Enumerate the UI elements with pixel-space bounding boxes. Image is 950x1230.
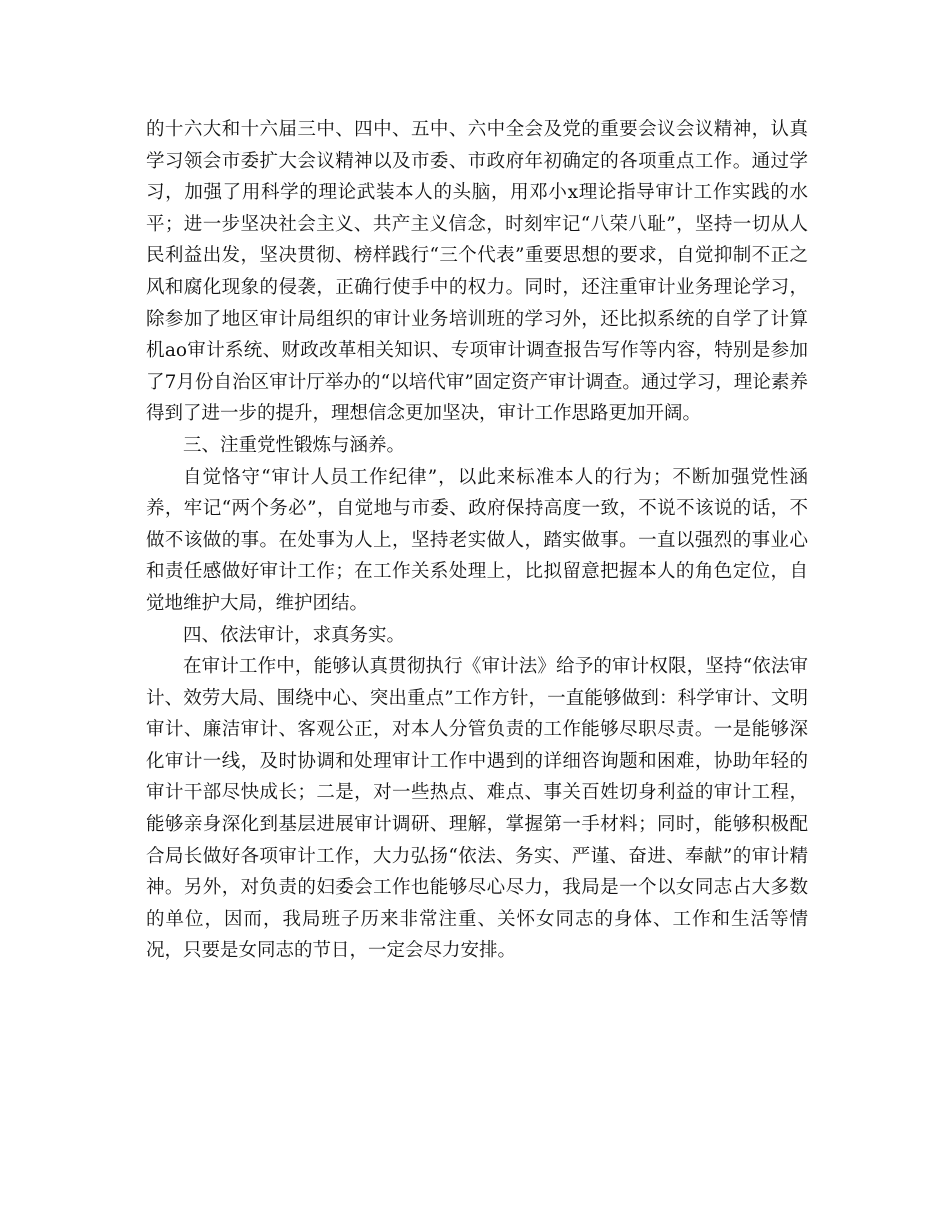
section-heading-four: 四、依法审计，求真务实。 bbox=[183, 624, 406, 646]
section-heading-three: 三、注重党性锻炼与涵养。 bbox=[183, 434, 406, 456]
paragraph-lawful-audit: 在审计工作中，能够认真贯彻执行《审计法》给予的审计权限，坚持“依法审计、效劳大局、围绕中心、突出重点”工作方针，一直能够做到：科学审计、文明审计、廉洁审计、客观公正，对本人分管负责的工作能够尽职尽责。一是能够深化审计一线，及时协调和处理审计工作中遇到的详细咨询题和困难，协助年轻的审计干部尽快成长；二是，对一些热点、难点、事关百姓切身利益的审计工程，能够亲身深化到基层进展审计调研、理解，掌握第一手材料；同时，能够积极配合局长做好各项审计工作，大力弘扬“依法、务实、严谨、奋进、奉献”的审计精神。另外，对负责的妇委会工作也能够尽心尽力，我局是一个以女同志占大多数的单位，因而，我局班子历来非常注重、关怀女同志的身体、工作和生活等情况，只要是女同志的节日，一定会尽力安排。 bbox=[146, 656, 808, 962]
paragraph-continued: 的十六大和十六届三中、四中、五中、六中全会及党的重要会议会议精神，认真学习领会市委扩大会议精神以及市委、市政府年初确定的各项重点工作。通过学习，加强了用科学的理论武装本人的头脑，用邓小x理论指导审计工作实践的水平；进一步坚决社会主义、共产主义信念，时刻牢记“八荣八耻”，坚持一切从人民利益出发，坚决贯彻、榜样践行“三个代表”重要思想的要求，自觉抑制不正之风和腐化现象的侵袭，正确行使手中的权力。同时，还注重审计业务理论学习，除参加了地区审计局组织的审计业务培训班的学习外，还比拟系统的自学了计算机ao审计系统、财政改革相关知识、专项审计调查报告写作等内容，特别是参加了7月份自治区审计厅举办的“以培代审”固定资产审计调查。通过学习，理论素养得到了进一步的提升，理想信念更加坚决，审计工作思路更加开阔。 bbox=[146, 119, 808, 425]
paragraph-party-spirit: 自觉恪守“审计人员工作纪律”，以此来标准本人的行为；不断加强党性涵养，牢记“两个务必”，自觉地与市委、政府保持高度一致，不说不该说的话，不做不该做的事。在处事为人上，坚持老实做人，踏实做事。一直以强烈的事业心和责任感做好审计工作；在工作关系处理上，比拟留意把握本人的角色定位，自觉地维护大局，维护团结。 bbox=[146, 466, 808, 614]
document-page bbox=[146, 114, 808, 967]
